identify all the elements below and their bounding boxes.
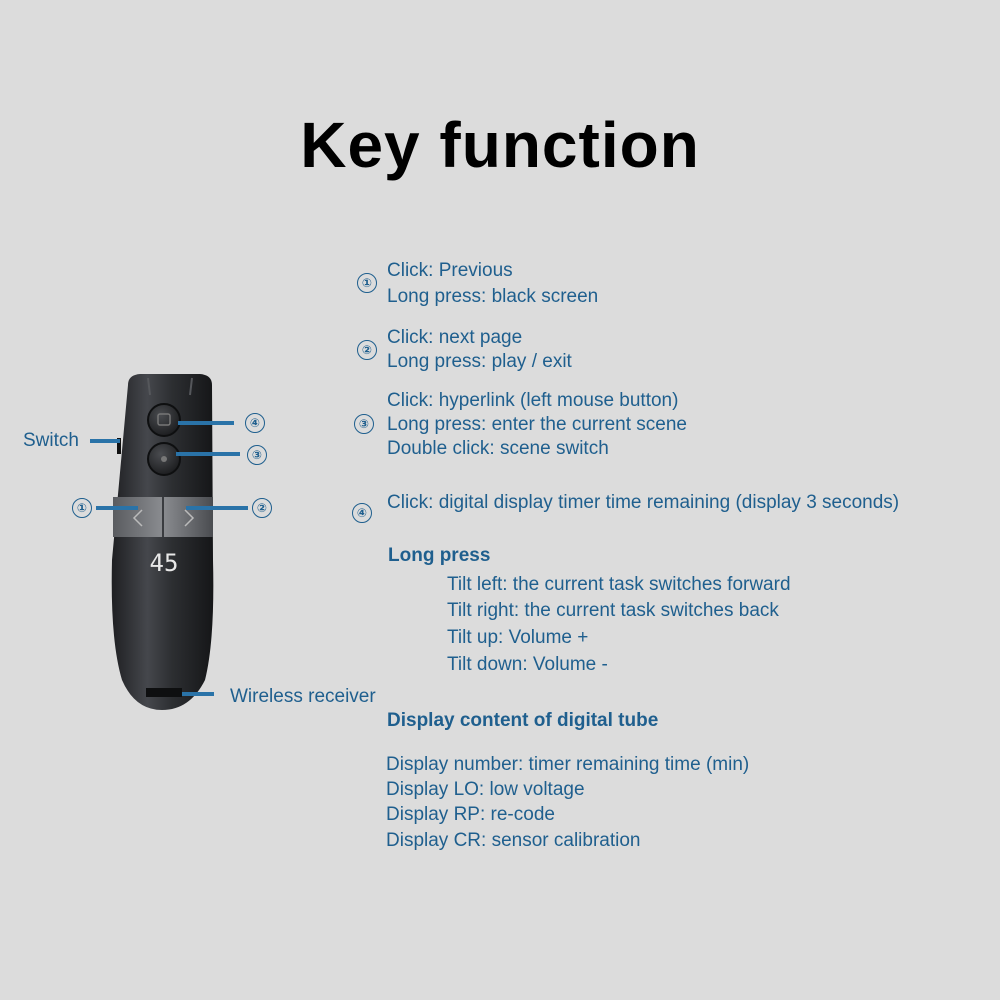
long-press-item: Tilt up: Volume + [447, 627, 589, 648]
receiver-pointer [182, 692, 214, 696]
page-title: Key function [300, 109, 700, 181]
receiver-slot [146, 688, 182, 697]
function-2-line-1: Click: next page [387, 327, 523, 348]
switch-label: Switch [23, 430, 79, 451]
function-marker-2: ② [357, 340, 377, 360]
marker-1-pointer [96, 506, 138, 510]
long-press-item: Tilt down: Volume - [447, 654, 608, 675]
function-4-line-1: Click: digital display timer time remaining (display 3 seconds) [387, 492, 900, 513]
function-marker-4: ④ [352, 503, 372, 523]
display-content-item: Display LO: low voltage [386, 779, 585, 800]
hyperlink-button [148, 404, 180, 436]
long-press-item: Tilt left: the current task switches forward [447, 574, 791, 595]
display-content-item: Display RP: re-code [386, 804, 555, 825]
function-3-line-3: Double click: scene switch [387, 438, 609, 459]
function-marker-1: ① [357, 273, 377, 293]
device-marker-2: ② [252, 498, 272, 518]
marker-2-pointer [186, 506, 248, 510]
device-marker-1: ① [72, 498, 92, 518]
marker-4-pointer [178, 421, 234, 425]
long-press-item: Tilt right: the current task switches back [447, 600, 779, 621]
device-marker-4: ④ [245, 413, 265, 433]
device-marker-3: ③ [247, 445, 267, 465]
function-3-line-2: Long press: enter the current scene [387, 414, 687, 435]
receiver-label: Wireless receiver [230, 686, 376, 707]
display-content-item: Display CR: sensor calibration [386, 830, 641, 851]
function-marker-3: ③ [354, 414, 374, 434]
display-content-heading: Display content of digital tube [387, 710, 659, 731]
marker-3-pointer [176, 452, 240, 456]
long-press-heading: Long press [388, 545, 491, 566]
function-1-line-1: Click: Previous [387, 260, 513, 281]
function-1-line-2: Long press: black screen [387, 286, 599, 307]
digital-display: 45 [149, 549, 179, 577]
function-2-line-2: Long press: play / exit [387, 351, 572, 372]
switch-pointer [90, 439, 120, 443]
function-3-line-1: Click: hyperlink (left mouse button) [387, 390, 679, 411]
display-content-item: Display number: timer remaining time (min) [386, 754, 750, 775]
